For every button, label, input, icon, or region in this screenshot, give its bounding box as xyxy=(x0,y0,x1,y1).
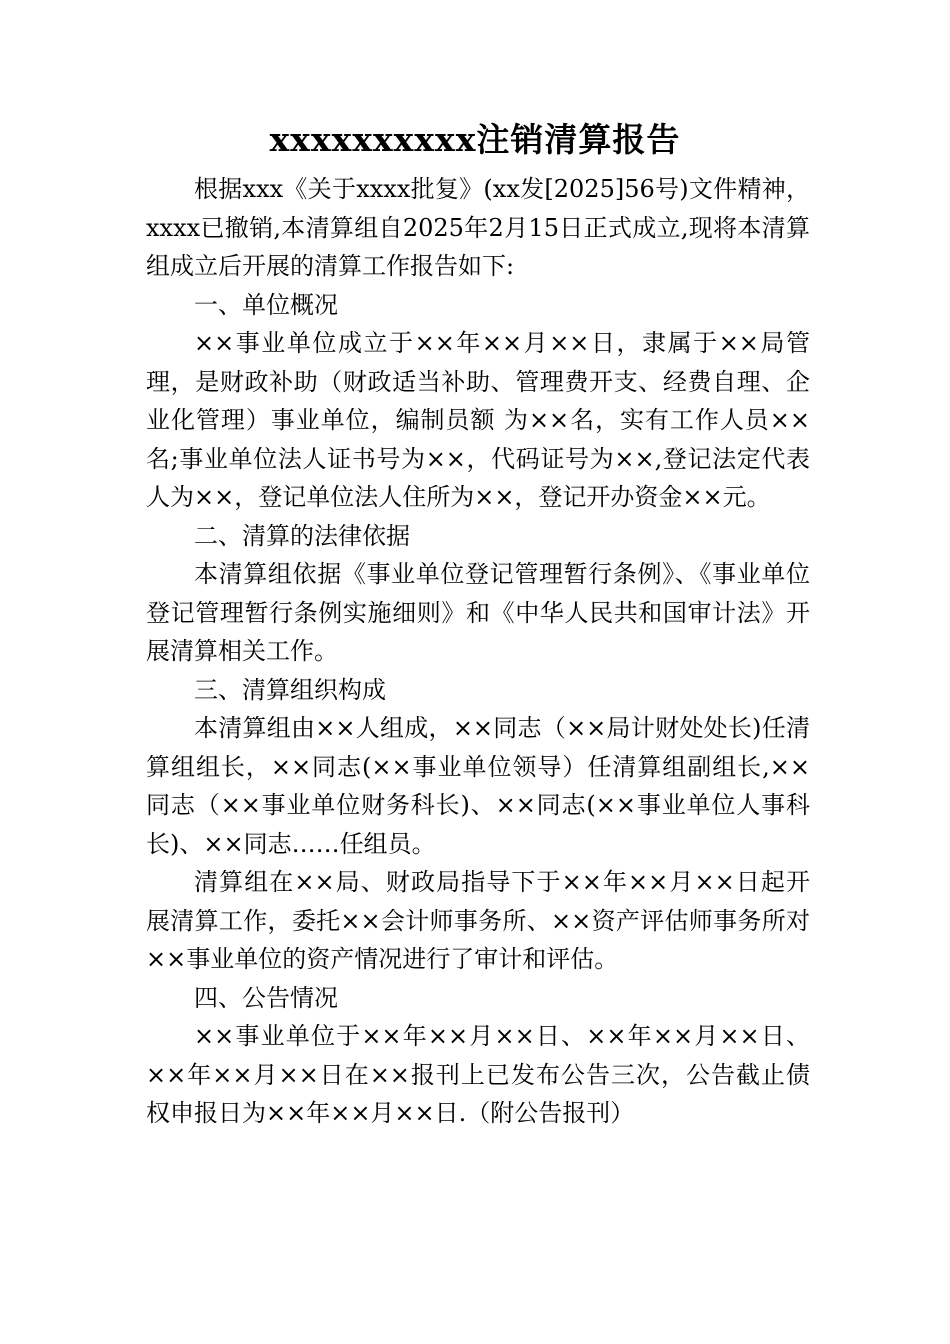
section-heading-1: 一、单位概况 xyxy=(194,290,338,319)
paragraph-organization: 本清算组由××人组成，××同志（××局计财处处长)任清算组组长，××同志(××事业单位领导）任清算组副组长,××同志（××事业单位财务科长)、××同志(××事业单位人事科长)、××同志……任组员。 xyxy=(146,714,810,858)
paragraph-legal-basis: 本清算组依据《事业单位登记管理暂行条例》、《事业单位登记管理暂行条例实施细则》和《中华人民共和国审计法》开展清算相关工作。 xyxy=(146,560,810,665)
paragraph-audit: 清算组在××局、财政局指导下于××年××月××日起开展清算工作，委托××会计师事务所、××资产评估师事务所对××事业单位的资产情况进行了审计和评估。 xyxy=(146,868,810,973)
paragraph-announcement: ××事业单位于××年××月××日、××年××月××日、××年××月××日在××报刊上已发布公告三次，公告截止债权申报日为××年××月××日.（附公告报刊） xyxy=(146,1022,810,1127)
paragraph-unit-overview: ××事业单位成立于××年××月××日，隶属于××局管理，是财政补助（财政适当补助、管理费开支、经费自理、企业化管理）事业单位，编制员额 为××名，实有工作人员××名;事业单位法人证书号为××，代码证号为××,登记法定代表人为××，登记单位法人住所为××，登记开办资金××元。 xyxy=(146,329,810,511)
section-heading-3: 三、清算组织构成 xyxy=(194,675,386,704)
section-heading-2: 二、清算的法律依据 xyxy=(194,521,410,550)
section-heading-4: 四、公告情况 xyxy=(194,983,338,1012)
document-title: xxxxxxxxxx注销清算报告 xyxy=(269,120,681,159)
document-body xyxy=(146,170,810,1133)
paragraph-intro: 根据xxx《关于xxxx批复》(xx发[2025]56号)文件精神，xxxx已撤销,本清算组自2025年2月15日正式成立,现将本清算组成立后开展的清算工作报告如下: xyxy=(146,175,810,280)
